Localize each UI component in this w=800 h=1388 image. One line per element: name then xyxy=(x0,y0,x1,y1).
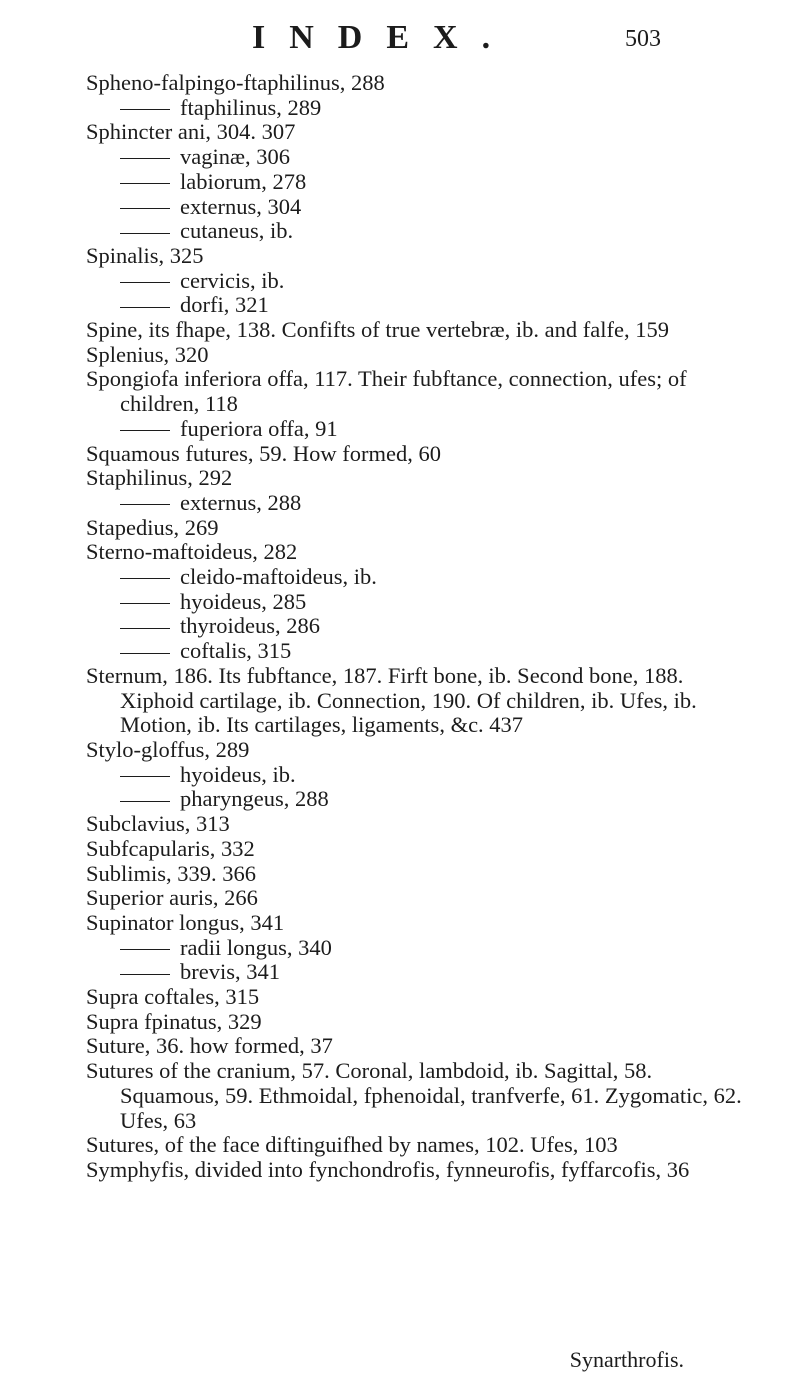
ditto-dash xyxy=(120,183,170,184)
index-subentry: fuperiora offa, 91 xyxy=(86,417,756,442)
ditto-dash xyxy=(120,504,170,505)
ditto-dash xyxy=(120,801,170,802)
index-subentry: cutaneus, ib. xyxy=(86,219,756,244)
index-entry: Subclavius, 313 xyxy=(86,811,230,837)
index-entry: Sutures, of the face diftinguifhed by names, 102. Ufes, 103 xyxy=(86,1132,618,1158)
ditto-dash xyxy=(120,430,170,431)
index-entry: Supra fpinatus, 329 xyxy=(86,1008,262,1034)
index-subentry: dorfi, 321 xyxy=(86,293,756,318)
catchword: Synarthrofis. xyxy=(569,1347,684,1372)
ditto-dash xyxy=(120,653,170,654)
index-entry: Suture, 36. how formed, 37 xyxy=(86,1033,333,1059)
index-subentry: cervicis, ib. xyxy=(86,269,756,294)
index-entry: Splenius, 320 xyxy=(86,341,209,367)
index-entry: Sternum, 186. Its fubftance, 187. Firft bone, ib. Second bone, 188. Xiphoid cartilage, ib. Connection, 190. Of children, ib. Ufes, ib. Motion, ib. Its cartilages, ligaments, &c. 437 xyxy=(86,662,697,738)
index-subentry: pharyngeus, 288 xyxy=(86,787,756,812)
ditto-dash xyxy=(120,974,170,975)
ditto-dash xyxy=(120,282,170,283)
index-subentry: externus, 304 xyxy=(86,195,756,220)
index-entry: Stylo-gloffus, 289 xyxy=(86,736,250,762)
ditto-dash xyxy=(120,776,170,777)
index-entry: Supra coftales, 315 xyxy=(86,984,260,1010)
index-subentry: radii longus, 340 xyxy=(86,936,756,961)
index-entry: Sterno-maftoideus, 282 xyxy=(86,539,298,565)
index-entry: Supinator longus, 341 xyxy=(86,909,285,935)
index-entry: Spongiofa inferiora offa, 117. Their fubftance, connection, ufes; of children, 118 xyxy=(86,366,687,417)
index-subentry: coftalis, 315 xyxy=(86,639,756,664)
index-entry: Sutures of the cranium, 57. Coronal, lambdoid, ib. Sagittal, 58. Squamous, 59. Ethmoidal, fphenoidal, tranfverfe, 61. Zygomatic, 62. Ufes, 63 xyxy=(86,1058,742,1133)
index-entry: Stapedius, 269 xyxy=(86,514,219,540)
index-subentry: thyroideus, 286 xyxy=(86,614,756,639)
index-subentry: cleido-maftoideus, ib. xyxy=(86,565,756,590)
page-number: 503 xyxy=(625,26,661,52)
index-subentry: ftaphilinus, 289 xyxy=(86,96,756,121)
ditto-dash xyxy=(120,208,170,209)
index-entry: Sphincter ani, 304. 307 xyxy=(86,119,296,145)
index-entries xyxy=(86,71,756,1183)
index-entry: Staphilinus, 292 xyxy=(86,465,233,491)
index-entry: Squamous futures, 59. How formed, 60 xyxy=(86,440,441,466)
index-subentry: labiorum, 278 xyxy=(86,170,756,195)
ditto-dash xyxy=(120,578,170,579)
index-title: INDEX. xyxy=(252,19,515,56)
index-entry: Spine, its fhape, 138. Confifts of true vertebræ, ib. and falfe, 159 xyxy=(86,317,669,343)
page-header xyxy=(0,18,800,58)
index-entry: Spheno-falpingo-ftaphilinus, 288 xyxy=(86,70,385,95)
index-subentry: hyoideus, ib. xyxy=(86,763,756,788)
ditto-dash xyxy=(120,949,170,950)
index-subentry: externus, 288 xyxy=(86,491,756,516)
index-entry: Symphyfis, divided into fynchondrofis, fynneurofis, fyffarcofis, 36 xyxy=(86,1156,690,1182)
ditto-dash xyxy=(120,109,170,110)
index-entry: Sublimis, 339. 366 xyxy=(86,860,257,886)
ditto-dash xyxy=(120,158,170,159)
index-subentry: vaginæ, 306 xyxy=(86,145,756,170)
ditto-dash xyxy=(120,603,170,604)
ditto-dash xyxy=(120,233,170,234)
index-subentry: brevis, 341 xyxy=(86,960,756,985)
ditto-dash xyxy=(120,628,170,629)
index-entry: Spinalis, 325 xyxy=(86,242,204,268)
index-subentry: hyoideus, 285 xyxy=(86,590,756,615)
index-entry: Subfcapularis, 332 xyxy=(86,835,255,861)
index-entry: Superior auris, 266 xyxy=(86,885,258,911)
ditto-dash xyxy=(120,307,170,308)
